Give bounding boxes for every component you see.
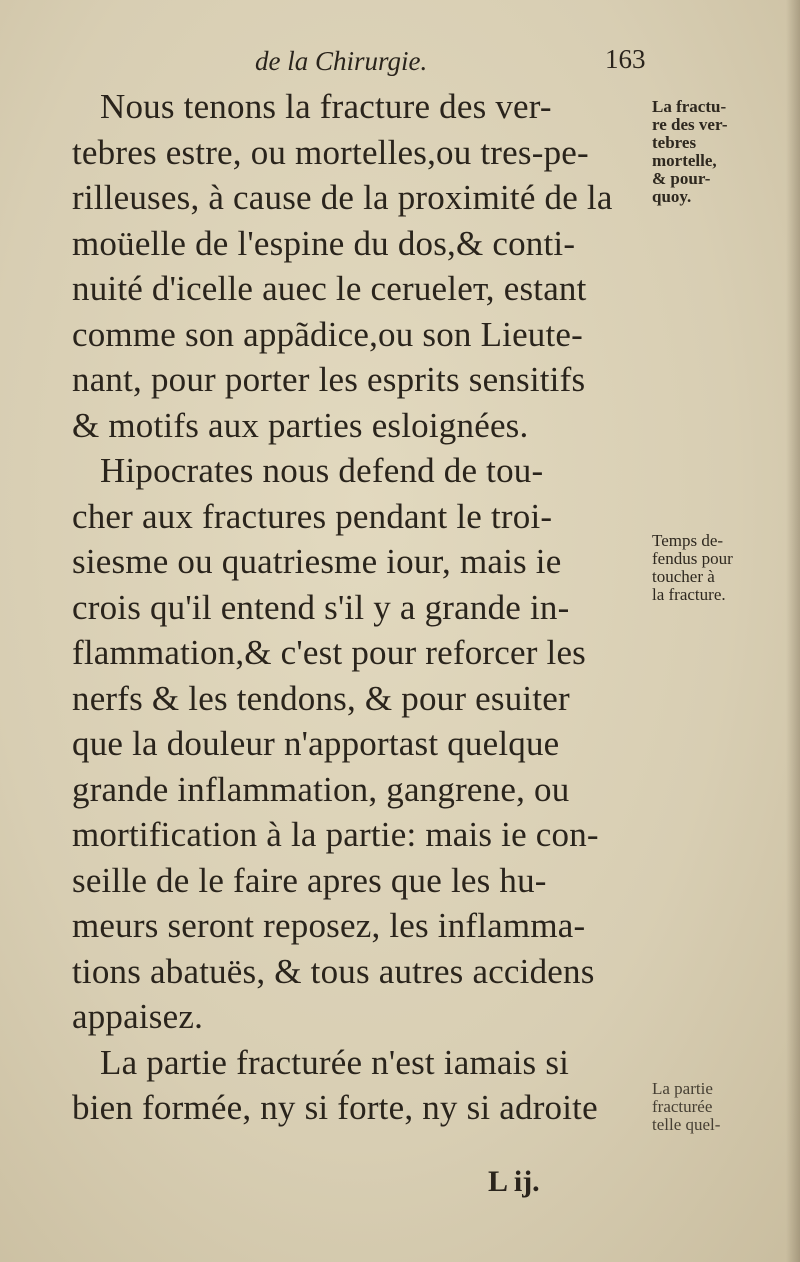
- margin-note-line: fendus pour: [652, 549, 733, 568]
- text-line: meurs seront reposez, les inflamma-: [72, 906, 586, 945]
- text-line: cher aux fractures pendant le troi-: [72, 496, 553, 536]
- page-number: 163: [605, 44, 646, 74]
- text-line: crois qu'il entend s'il y a grande in-: [72, 587, 570, 627]
- running-head: [255, 44, 655, 84]
- text-line: La partie fracturée n'est iamais si: [100, 1042, 570, 1082]
- text-line: appaisez.: [72, 997, 204, 1036]
- running-title: de la Chirurgie.: [255, 46, 428, 76]
- text-line: Hipocrates nous defend de tou-: [100, 451, 544, 490]
- text-line: nerfs & les tendons, & pour esuiter: [72, 678, 570, 718]
- margin-note-line: Temps de-: [652, 531, 724, 550]
- text-line: bien formée, ny si forte, ny si adroite: [72, 1088, 598, 1127]
- text-line: & motifs aux parties esloignées.: [72, 405, 529, 445]
- margin-note-temps: [652, 532, 797, 604]
- text-line: mortification à la partie: mais ie con-: [72, 815, 599, 854]
- margin-note-fracture: [652, 98, 797, 206]
- text-line: que la douleur n'apportast quelque: [72, 724, 560, 763]
- text-line: Nous tenons la fracture des ver-: [100, 87, 552, 126]
- text-line: tions abatuës, & tous autres accidens: [72, 951, 595, 991]
- margin-note-partie: [652, 1080, 797, 1134]
- text-line: nuité d'icelle auec le cerueleт, estant: [72, 269, 587, 308]
- catchword-signature: L ij.: [488, 1165, 540, 1198]
- margin-note-line: quoy.: [652, 187, 692, 206]
- text-line: siesme ou quatriesme iour, mais ie: [72, 542, 562, 581]
- text-line: comme son appãdice,ou son Lieute-: [72, 314, 584, 354]
- margin-note-line: telle quel-: [652, 1115, 721, 1134]
- margin-note-line: tebres: [652, 133, 697, 152]
- text-line: moüelle de l'espine du dos,& conti-: [72, 223, 576, 263]
- text-line: tebres estre, ou mortelles,ou tres-pe-: [72, 132, 589, 172]
- margin-note-line: La fractu-: [652, 97, 727, 116]
- text-line: rilleuses, à cause de la proximité de la: [72, 178, 613, 217]
- margin-note-line: re des ver-: [652, 115, 728, 134]
- text-line: flammation,& c'est pour reforcer les: [72, 633, 586, 672]
- margin-note-line: fracturée: [652, 1097, 713, 1116]
- margin-note-line: la fracture.: [652, 585, 726, 604]
- margin-note-line: La partie: [652, 1079, 713, 1098]
- text-line: nant, pour porter les esprits sensitifs: [72, 360, 586, 399]
- margin-note-line: & pour-: [652, 169, 711, 188]
- text-line: grande inflammation, gangrene, ou: [72, 769, 570, 809]
- margin-note-line: mortelle,: [652, 151, 717, 170]
- body-text: [72, 84, 652, 1131]
- text-line: seille de le faire apres que les hu-: [72, 860, 547, 900]
- margin-note-line: toucher à: [652, 567, 715, 586]
